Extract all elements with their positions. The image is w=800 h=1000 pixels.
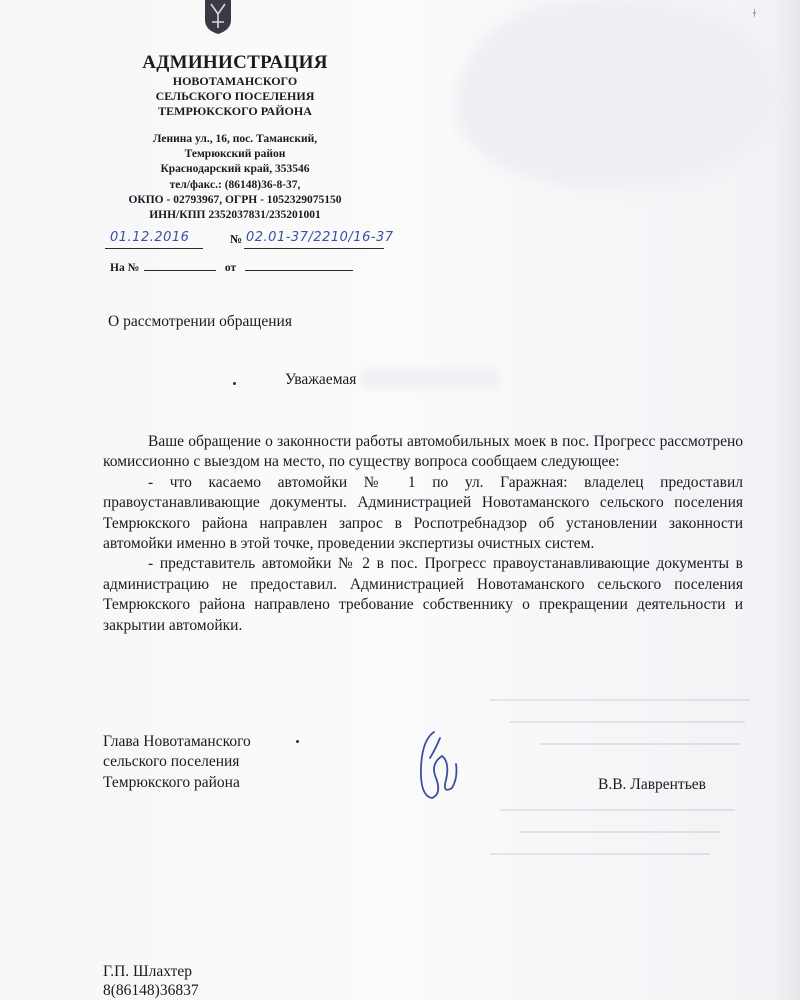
number-prefix: № bbox=[230, 232, 243, 246]
address-line-2: Темрюкский район bbox=[184, 148, 286, 161]
address-line-4: тел/факс.: (86148)36-8-37, bbox=[169, 178, 301, 191]
reference-line bbox=[110, 262, 353, 274]
handwritten-signature bbox=[412, 728, 462, 808]
address-line-3: Краснодарский край, 353546 bbox=[160, 163, 310, 176]
number-underline bbox=[244, 248, 384, 249]
speck bbox=[233, 382, 236, 385]
org-sub-2: СЕЛЬСКОГО ПОСЕЛЕНИЯ bbox=[155, 89, 315, 103]
letter-subject: О рассмотрении обращения bbox=[108, 313, 292, 330]
redaction-address-block bbox=[455, 0, 780, 190]
ref-date-blank bbox=[245, 270, 353, 271]
handwritten-date: 01.12.2016 bbox=[110, 230, 190, 245]
corner-mark: ǂ bbox=[753, 6, 756, 20]
signatory-title-line-2: сельского поселения bbox=[103, 753, 240, 771]
address-line-1: Ленина ул., 16, пос. Таманский, bbox=[152, 133, 318, 145]
coat-of-arms-icon bbox=[203, 0, 233, 34]
salutation: Уважаемая bbox=[285, 371, 357, 388]
handwritten-number: 02.01-37/2210/16-37 bbox=[246, 230, 394, 245]
signatory-title bbox=[103, 732, 251, 793]
ref-number-blank bbox=[144, 270, 216, 271]
address-line-6: ИНН/КПП 2352037831/235201001 bbox=[149, 209, 321, 222]
ref-on-label: На № bbox=[110, 262, 140, 274]
letter-body bbox=[103, 432, 743, 636]
redaction-recipient-name bbox=[360, 367, 500, 389]
org-sub-1: НОВОТАМАНСКОГО bbox=[172, 74, 298, 88]
org-sub-3: ТЕМРЮКСКОГО РАЙОНА bbox=[158, 104, 312, 118]
ref-from-label: от bbox=[224, 262, 237, 274]
body-paragraph-1: Ваше обращение о законности работы автомобильных моек в пос. Прогресс рассмотрено комиссионно с выездом на место, по существу вопроса сообщаем следующее: bbox=[103, 433, 743, 471]
executor-name: Г.П. Шлахтер bbox=[103, 963, 193, 980]
org-title: АДМИНИСТРАЦИЯ bbox=[142, 52, 328, 73]
address-line-5: ОКПО - 02793967, ОГРН - 1052329075150 bbox=[128, 193, 342, 206]
signatory-name: В.В. Лаврентьев bbox=[598, 776, 706, 793]
signatory-title-line-3: Темрюкского района bbox=[103, 773, 240, 791]
body-paragraph-3: - представитель автомойки № 2 в пос. Прогресс правоустанавливающие документы в администрацию не предоставил. Администрацией Новотаманского сельского поселения Темрюкского района направлено требование собственнику о прекращении деятельности и закрытии автомойки. bbox=[103, 555, 743, 634]
speck bbox=[296, 740, 299, 743]
date-underline bbox=[105, 248, 203, 249]
body-paragraph-2: - что касаемо автомойки № 1 по ул. Гаражная: владелец предоставил правоустанавливающие документы. Администрацией Новотаманского сельского поселения Темрюкского района направлен запрос в Роспотребнадзор об установлении законности автомойки именно в этой точке, проведении экспертизы очистных систем. bbox=[103, 473, 743, 553]
signatory-title-line-1: Глава Новотаманского bbox=[103, 733, 251, 750]
address-block bbox=[100, 132, 370, 223]
executor-phone: 8(86148)36837 bbox=[103, 982, 199, 999]
executor-block bbox=[103, 962, 199, 1000]
letterhead bbox=[100, 52, 370, 119]
